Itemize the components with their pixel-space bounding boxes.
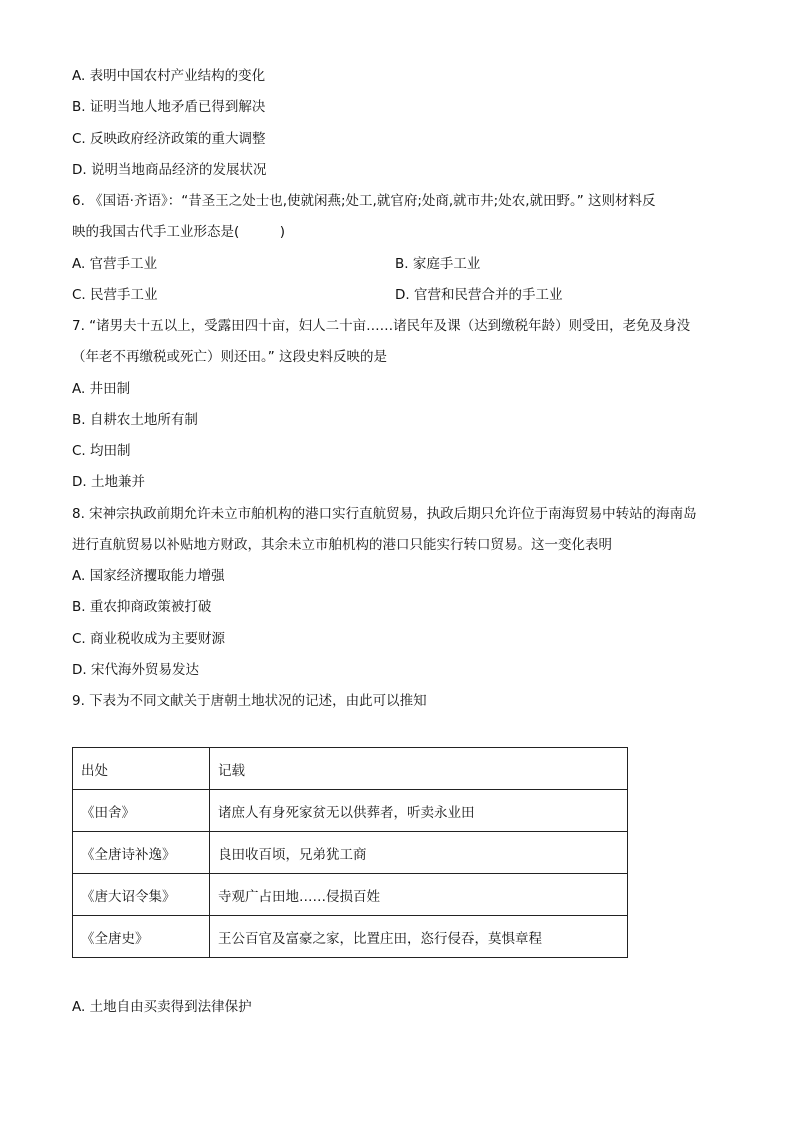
table-row bbox=[73, 790, 628, 832]
q6-option-d: D. 官营和民营合并的手工业 bbox=[395, 287, 563, 303]
q7-option-a: A. 井田制 bbox=[72, 381, 131, 397]
q8-stem-line1: 8. 宋神宗执政前期允许未立市舶机构的港口实行直航贸易，执政后期只允许位于南海贸易中转站的海南岛 bbox=[72, 506, 697, 522]
q6-option-b: B. 家庭手工业 bbox=[395, 256, 481, 272]
table-cell-source: 《田舍》 bbox=[73, 790, 210, 832]
q6-option-c: C. 民营手工业 bbox=[72, 287, 158, 303]
q8-option-a: A. 国家经济攫取能力增强 bbox=[72, 568, 225, 584]
q7-stem-line1: 7. “诸男夫十五以上，受露田四十亩，妇人二十亩……诸民年及课（达到缴税年龄）则受田，老免及身没 bbox=[72, 318, 691, 334]
table-header-source: 出处 bbox=[73, 748, 210, 790]
table-cell-source: 《唐大诏令集》 bbox=[73, 874, 210, 916]
q5-option-b: B. 证明当地人地矛盾已得到解决 bbox=[72, 99, 266, 115]
table-header-row bbox=[73, 748, 628, 790]
q8-option-d: D. 宋代海外贸易发达 bbox=[72, 662, 199, 678]
table-row bbox=[73, 832, 628, 874]
q6-option-a: A. 官营手工业 bbox=[72, 256, 158, 272]
q6-stem-line2: 映的我国古代手工业形态是( ) bbox=[72, 224, 286, 240]
table-cell-source: 《全唐史》 bbox=[73, 916, 210, 958]
table-cell-record: 寺观广占田地……侵损百姓 bbox=[210, 874, 628, 916]
q8-option-c: C. 商业税收成为主要财源 bbox=[72, 631, 226, 647]
table-row bbox=[73, 874, 628, 916]
q7-stem-line2: （年老不再缴税或死亡）则还田。” 这段史料反映的是 bbox=[72, 349, 388, 365]
q7-option-b: B. 自耕农土地所有制 bbox=[72, 412, 198, 428]
q7-option-d: D. 土地兼并 bbox=[72, 474, 145, 490]
table-row bbox=[73, 916, 628, 958]
table-cell-record: 诸庶人有身死家贫无以供葬者，听卖永业田 bbox=[210, 790, 628, 832]
q9-option-a: A. 土地自由买卖得到法律保护 bbox=[72, 999, 252, 1015]
q9-table bbox=[72, 747, 628, 958]
q7-option-c: C. 均田制 bbox=[72, 443, 131, 459]
table-cell-record: 良田收百顷，兄弟犹工商 bbox=[210, 832, 628, 874]
table-cell-source: 《全唐诗补逸》 bbox=[73, 832, 210, 874]
table-header-record: 记载 bbox=[210, 748, 628, 790]
q6-stem-line1: 6. 《国语·齐语》：“昔圣王之处士也,使就闲燕;处工,就官府;处商,就市井;处农,就田野。” 这则材料反 bbox=[72, 193, 656, 209]
table-cell-record: 王公百官及富豪之家，比置庄田，恣行侵吞，莫惧章程 bbox=[210, 916, 628, 958]
q8-option-b: B. 重农抑商政策被打破 bbox=[72, 599, 212, 615]
q5-option-d: D. 说明当地商品经济的发展状况 bbox=[72, 162, 267, 178]
q5-option-c: C. 反映政府经济政策的重大调整 bbox=[72, 131, 266, 147]
q5-option-a: A. 表明中国农村产业结构的变化 bbox=[72, 68, 266, 84]
q9-stem: 9. 下表为不同文献关于唐朝土地状况的记述，由此可以推知 bbox=[72, 693, 427, 709]
q8-stem-line2: 进行直航贸易以补贴地方财政，其余未立市舶机构的港口只能实行转口贸易。这一变化表明 bbox=[72, 537, 612, 553]
